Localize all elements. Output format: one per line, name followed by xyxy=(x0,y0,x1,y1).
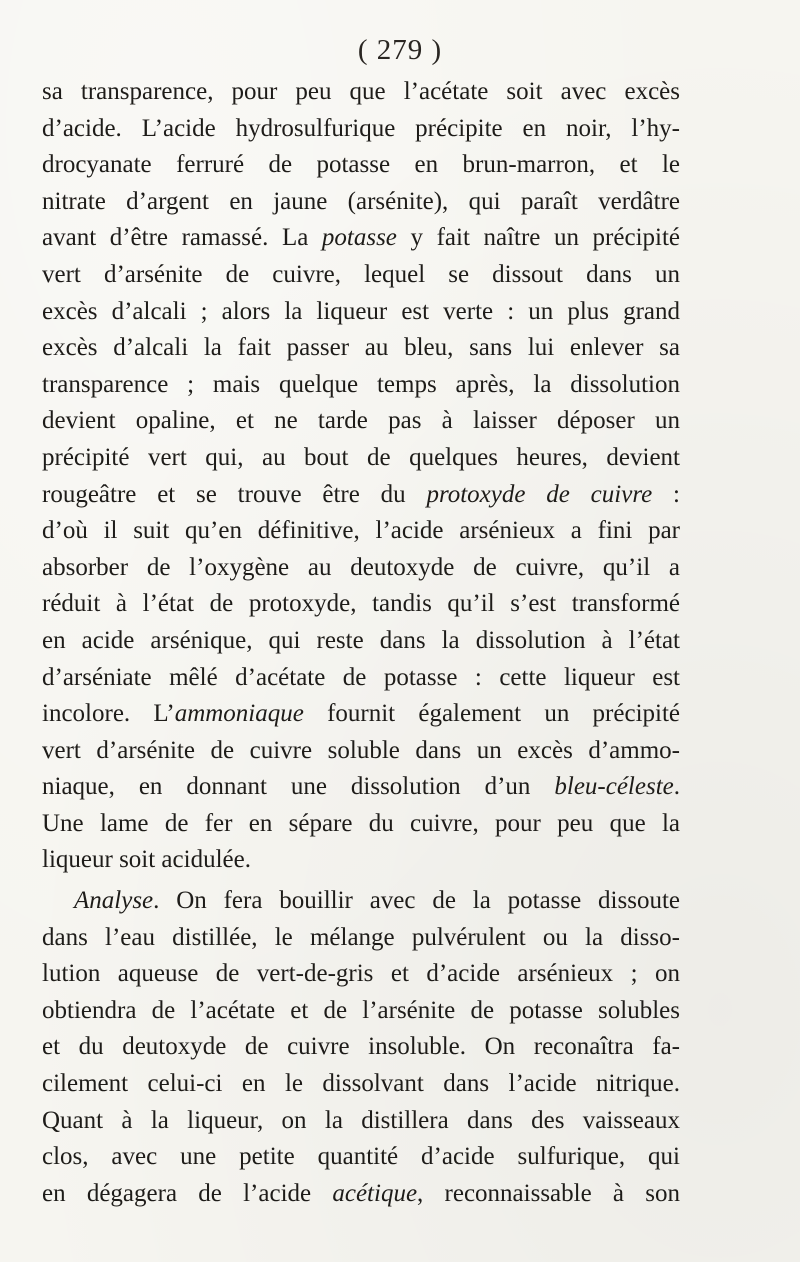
text-line xyxy=(42,842,680,879)
text-segment: incolore. L’ xyxy=(42,700,175,728)
text-line xyxy=(42,74,680,111)
text-segment: y fait naître un précipité xyxy=(396,224,680,252)
text-line xyxy=(42,883,680,920)
text-segment: cilement celui-ci en le dissolvant dans l’acide nitrique. xyxy=(42,1070,680,1098)
text-segment: lution aqueuse de vert-de-gris et d’acide arsénieux ; on xyxy=(42,960,680,988)
text-segment: précipité vert qui, au bout de quelques heures, devient xyxy=(42,443,680,471)
text-line xyxy=(42,733,680,770)
text-segment: niaque, en donnant une dissolution d’un xyxy=(42,773,555,801)
text-line xyxy=(42,111,680,148)
text-line xyxy=(42,477,680,514)
text-line xyxy=(42,993,680,1030)
text-line xyxy=(42,220,680,257)
text-segment: excès d’alcali ; alors la liqueur est verte : un plus grand xyxy=(42,297,680,325)
text-line xyxy=(42,769,680,806)
text-segment: drocyanate ferruré de potasse en brun-marron, et le xyxy=(42,151,680,179)
text-segment: excès d’alcali la fait passer au bleu, sans lui enlever sa xyxy=(42,334,680,362)
body-text xyxy=(42,74,680,1212)
text-segment: . On fera bouillir avec de la potasse dissoute xyxy=(153,887,680,915)
text-segment: réduit à l’état de protoxyde, tandis qu’il s’est transformé xyxy=(42,590,680,618)
text-line xyxy=(42,550,680,587)
text-line xyxy=(42,696,680,733)
text-segment: dans l’eau distillée, le mélange pulvérulent ou la disso- xyxy=(42,923,680,951)
text-line xyxy=(42,1103,680,1140)
italic-text: Analyse xyxy=(74,887,154,915)
text-segment: sa transparence, pour peu que l’acétate soit avec excès xyxy=(42,78,680,105)
text-line xyxy=(42,660,680,697)
text-segment: en acide arsénique, qui reste dans la dissolution à l’état xyxy=(42,626,680,654)
text-segment: en dégagera de l’acide xyxy=(42,1179,333,1207)
text-segment: fournit également un précipité xyxy=(303,700,680,728)
text-line xyxy=(42,1029,680,1066)
page-number: ( 279 ) xyxy=(357,34,443,66)
text-segment: transparence ; mais quelque temps après, la dissolution xyxy=(42,370,680,398)
text-segment: absorber de l’oxygène au deutoxyde de cuivre, qu’il a xyxy=(42,553,680,581)
text-line xyxy=(42,440,680,477)
text-segment: liqueur soit acidulée. xyxy=(42,846,251,874)
italic-text: potasse xyxy=(321,224,397,252)
text-segment: : xyxy=(652,480,680,508)
text-segment: et du deutoxyde de cuivre insoluble. On reconaîtra fa- xyxy=(42,1033,680,1061)
text-segment: avant d’être ramassé. La xyxy=(42,224,322,252)
italic-text: acétique xyxy=(332,1179,418,1207)
italic-text: ammoniaque xyxy=(174,700,304,728)
text-segment: d’arséniate mêlé d’acétate de potasse : cette liqueur est xyxy=(42,663,680,691)
text-line xyxy=(42,956,680,993)
italic-text: bleu-céleste xyxy=(554,773,674,801)
text-segment: d’acide. L’acide hydrosulfurique précipite en noir, l’hy- xyxy=(42,114,680,142)
text-line xyxy=(42,806,680,843)
text-line xyxy=(42,513,680,550)
text-segment: vert d’arsénite de cuivre soluble dans un excès d’ammo- xyxy=(42,736,680,764)
text-line xyxy=(42,1176,680,1213)
text-segment: Quant à la liqueur, on la distillera dans des vaisseaux xyxy=(42,1106,680,1134)
text-line xyxy=(42,147,680,184)
text-line xyxy=(42,1139,680,1176)
text-segment: nitrate d’argent en jaune (arsénite), qui paraît verdâtre xyxy=(42,187,680,215)
text-segment: clos, avec une petite quantité d’acide sulfurique, qui xyxy=(42,1143,680,1171)
text-segment: , reconnaissable à son xyxy=(417,1179,680,1207)
text-segment: obtiendra de l’acétate et de l’arsénite de potasse solubles xyxy=(42,996,680,1024)
text-line xyxy=(42,403,680,440)
text-segment: . xyxy=(673,773,680,801)
text-line xyxy=(42,257,680,294)
text-line xyxy=(42,586,680,623)
text-line xyxy=(42,920,680,957)
text-line xyxy=(42,294,680,331)
text-segment: vert d’arsénite de cuivre, lequel se dissout dans un xyxy=(42,260,680,288)
text-segment: rougeâtre et se trouve être du xyxy=(42,480,427,508)
text-line xyxy=(42,367,680,404)
text-line xyxy=(42,330,680,367)
text-line xyxy=(42,1066,680,1103)
text-line xyxy=(42,623,680,660)
text-segment: d’où il suit qu’en définitive, l’acide arsénieux a fini par xyxy=(42,517,680,545)
text-line xyxy=(42,184,680,221)
text-segment: Une lame de fer en sépare du cuivre, pour peu que la xyxy=(42,809,680,837)
italic-text: protoxyde de cuivre xyxy=(426,480,653,508)
text-segment: devient opaline, et ne tarde pas à laisser déposer un xyxy=(42,407,680,435)
